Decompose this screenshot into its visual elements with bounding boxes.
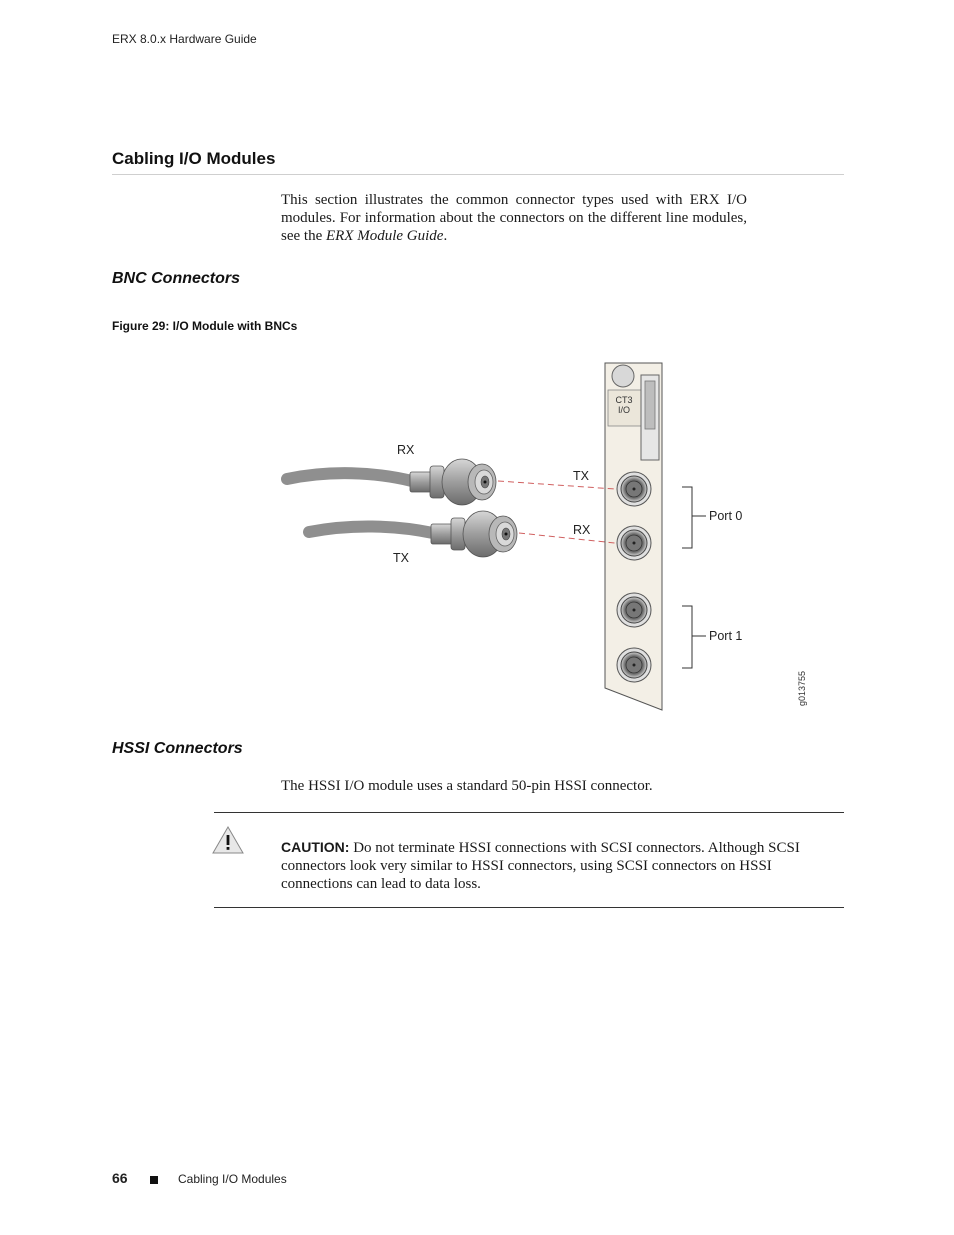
hssi-paragraph: The HSSI I/O module uses a standard 50-pin HSSI connector. bbox=[281, 778, 653, 794]
bnc-jack-port1-tx bbox=[617, 593, 651, 627]
figure-id: g013755 bbox=[797, 670, 807, 706]
module-label-io: I/O bbox=[617, 405, 631, 415]
module-guide-reference: ERX Module Guide bbox=[325, 228, 444, 244]
port1-label: Port 1 bbox=[709, 629, 743, 643]
footer-square-icon bbox=[150, 1176, 158, 1184]
footer-section-title: Cabling I/O Modules bbox=[178, 1172, 287, 1186]
bnc-jack-port0-rx bbox=[617, 526, 651, 560]
caution-label: CAUTION: bbox=[281, 839, 350, 855]
jack-label-rx: RX bbox=[573, 523, 591, 537]
caution-warning-icon bbox=[212, 826, 244, 854]
bnc-heading: BNC Connectors bbox=[112, 270, 241, 287]
bnc-jack-port1-rx bbox=[617, 648, 651, 682]
intro-end: . bbox=[443, 228, 448, 244]
caution-note bbox=[281, 838, 826, 893]
alignment-line-rx bbox=[498, 481, 615, 489]
bnc-cable-tx bbox=[309, 511, 517, 557]
caution-top-rule bbox=[214, 812, 844, 813]
section-title: Cabling I/O Modules bbox=[112, 149, 276, 168]
cable-label-rx: RX bbox=[397, 443, 415, 457]
alignment-line-tx bbox=[519, 533, 615, 543]
bnc-jack-port0-tx bbox=[617, 472, 651, 506]
bnc-cable-rx bbox=[287, 459, 496, 505]
caution-bottom-rule bbox=[214, 907, 844, 908]
page-number: 66 bbox=[112, 1170, 128, 1186]
intro-text: This section illustrates the common connector types used with ERX I/O modules. For information about the connectors on the different line modules, see the bbox=[281, 192, 747, 244]
module-label-ct3: CT3 bbox=[615, 395, 633, 405]
figure-caption: Figure 29: I/O Module with BNCs bbox=[112, 319, 298, 333]
running-header: ERX 8.0.x Hardware Guide bbox=[112, 32, 257, 46]
port0-bracket bbox=[682, 487, 706, 548]
caution-text: Do not terminate HSSI connections with SCSI connectors. Although SCSI connectors look very similar to HSSI connectors, using SCSI connectors on HSSI connections can lead to data loss. bbox=[281, 840, 800, 892]
port1-bracket bbox=[682, 606, 706, 668]
cable-label-tx: TX bbox=[393, 551, 409, 565]
port0-label: Port 0 bbox=[709, 509, 743, 523]
hssi-heading: HSSI Connectors bbox=[112, 740, 243, 757]
jack-label-tx: TX bbox=[573, 469, 589, 483]
